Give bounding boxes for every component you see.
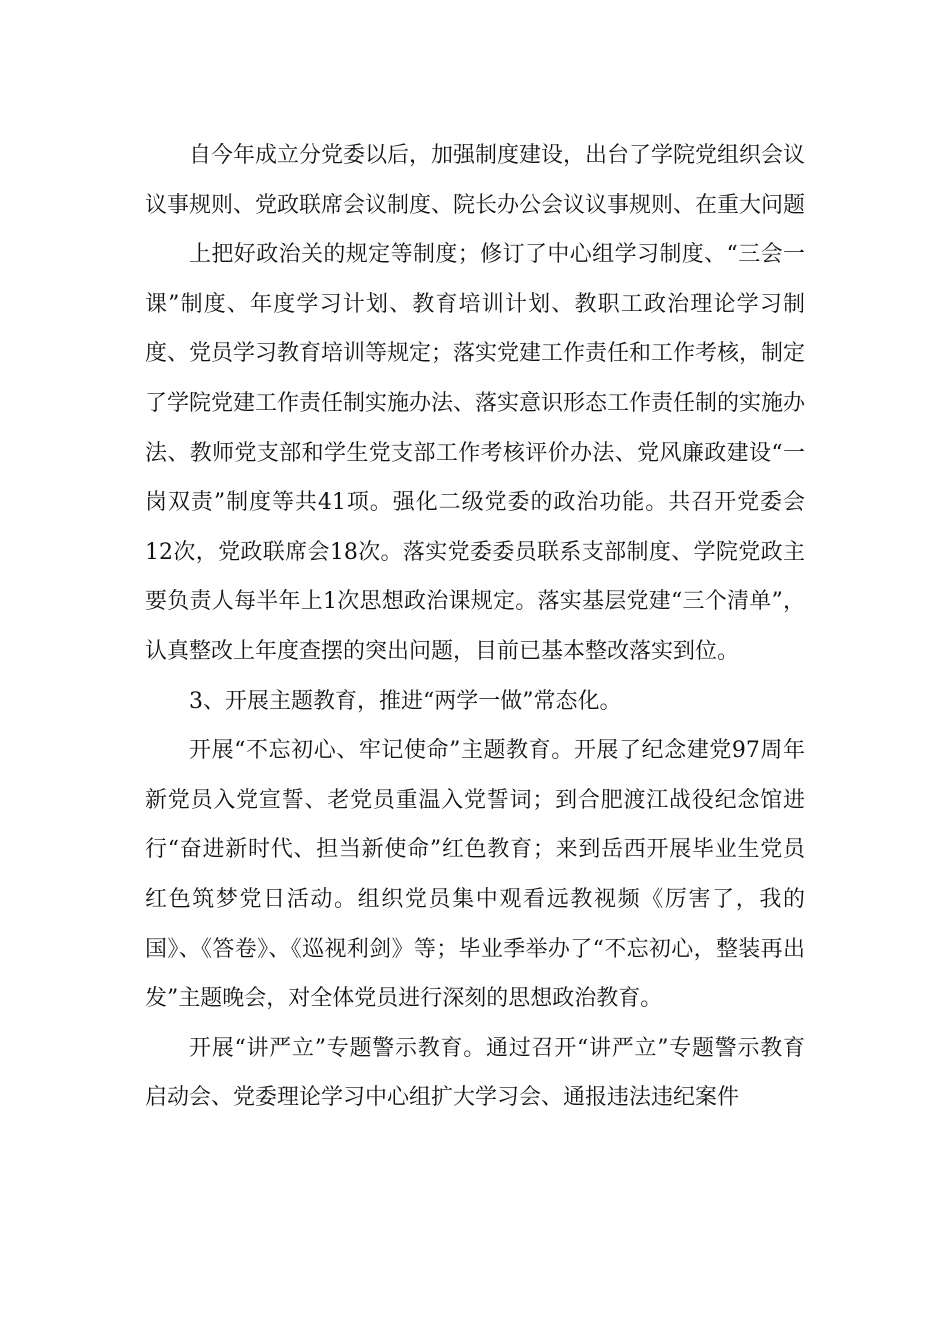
paragraph-warning-education: 开展“讲严立”专题警示教育。通过召开“讲严立”专题警示教育启动会、党委理论学习中心组扩大学习会、通报违法违纪案件 <box>145 1035 805 1111</box>
paragraph-institution-building: 自今年成立分党委以后，加强制度建设，出台了学院党组织会议议事规则、党政联席会议制度、院长办公会议议事规则、在重大问题 <box>145 143 806 218</box>
section-heading-theme-education: 3、开展主题教育，推进“两学一做”常态化。 <box>189 688 622 714</box>
paragraph-theme-education: 开展“不忘初心、牢记使命”主题教育。开展了纪念建党97周年新党员入党宣誓、老党员重温入党誓词；到合肥渡江战役纪念馆进行“奋进新时代、担当新使命”红色教育；来到岳西开展毕业生党员红色筑梦党日活动。组织党员集中观看远教视频《厉害了，我的国》、《答卷》、《巡视利剑》等；毕业季举办了“不忘初心，整装再出发”主题晚会，对全体党员进行深刻的思想政治教育。 <box>145 738 805 1012</box>
document-body <box>145 131 805 1123</box>
paragraph-regulations: 上把好政治关的规定等制度；修订了中心组学习制度、“三会一课”制度、年度学习计划、教育培训计划、教职工政治理论学习制度、党员学习教育培训等规定；落实党建工作责任和工作考核，制定了学院党建工作责任制实施办法、落实意识形态工作责任制的实施办法、教师党支部和学生党支部工作考核评价办法、党风廉政建设“一岗双责”制度等共41项。强化二级党委的政治功能。共召开党委会12次，党政联席会18次。落实党委委员联系支部制度、学院党政主要负责人每半年上1次思想政治课规定。落实基层党建“三个清单”，认真整改上年度查摆的突出问题，目前已基本整改落实到位。 <box>145 242 806 664</box>
